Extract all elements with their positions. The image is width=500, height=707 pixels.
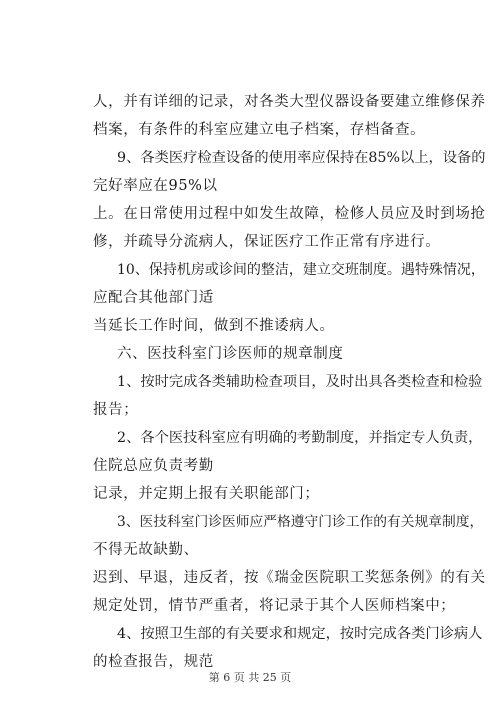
body-line: 2、各个医技科室应有明确的考勤制度，并指定专人负责， <box>117 430 483 446</box>
body-line: 应配合其他部门适 <box>93 290 214 306</box>
body-line: 报告； <box>93 402 139 418</box>
body-line: 修，并疏导分流病人，保证医疗工作正常有序进行。 <box>93 234 441 250</box>
body-line: 档案，有条件的科室应建立电子档案，存档备查。 <box>93 122 426 138</box>
body-line: 上。在日常使用过程中如发生故障，检修人员应及时到场抢 <box>93 206 486 222</box>
body-line: 人，并有详细的记录，对各类大型仪器设备要建立维修保养 <box>93 94 486 110</box>
body-line: 记录，并定期上报有关职能部门； <box>93 486 320 502</box>
body-line: 的检查报告，规范 <box>93 654 214 670</box>
section-heading: 六、医技科室门诊医师的规章制度 <box>117 346 344 362</box>
page-footer: 第 6 页 共 25 页 <box>208 671 292 684</box>
body-line: 3、医技科室门诊医师应严格遵守门诊工作的有关规章制度， <box>117 514 484 530</box>
body-line: 迟到、早退，违反者，按《瑞金医院职工奖惩条例》的有关 <box>93 570 486 586</box>
body-line: 当延长工作时间，做到不推诿病人。 <box>93 318 335 334</box>
body-line: 9、各类医疗检查设备的使用率应保持在85%以上，设备的 <box>117 150 486 166</box>
body-line: 10、保持机房或诊间的整洁，建立交班制度。遇特殊情况， <box>117 262 485 278</box>
body-line: 完好率应在95%以 <box>93 178 218 194</box>
body-line: 不得无故缺勤、 <box>93 542 199 558</box>
body-line: 4、按照卫生部的有关要求和规定，按时完成各类门诊病人 <box>117 626 483 642</box>
body-line: 规定处罚，情节严重者，将记录于其个人医师档案中； <box>93 598 456 614</box>
body-line: 住院总应负责考勤 <box>93 458 214 474</box>
body-line: 1、按时完成各类辅助检查项目，及时出具各类检查和检验 <box>117 374 483 390</box>
